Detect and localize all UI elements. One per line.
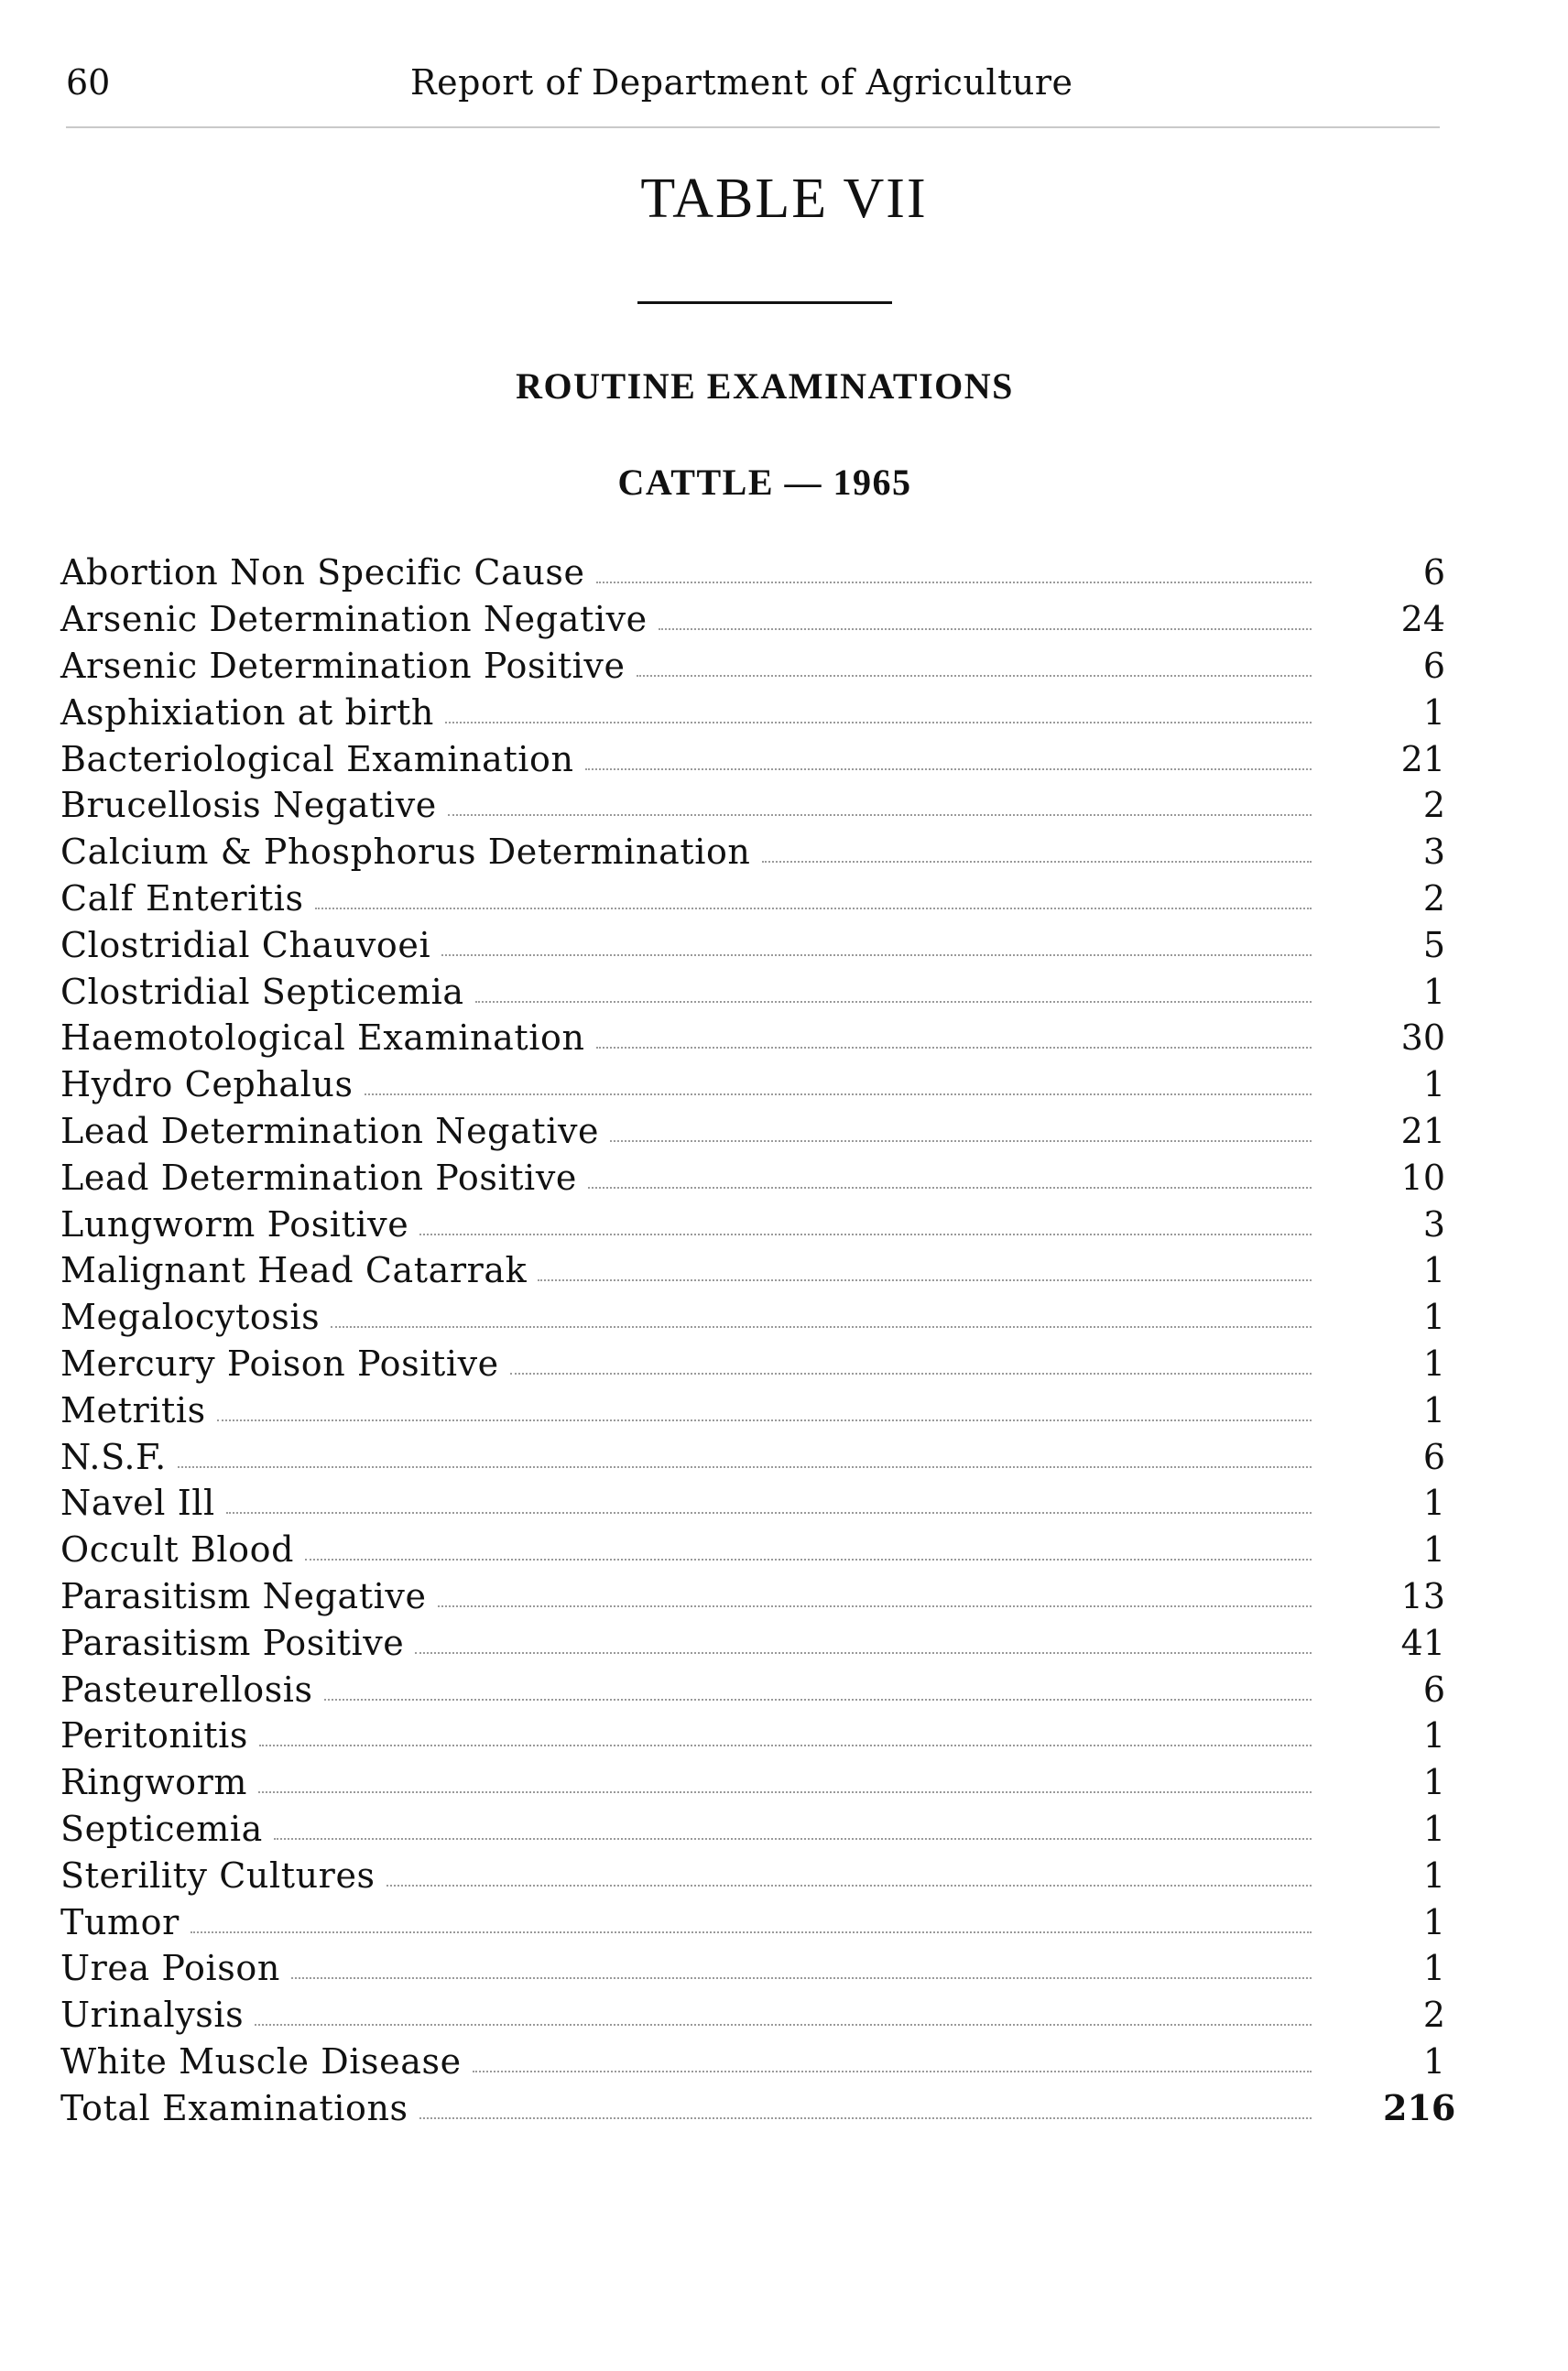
dot-leader (258, 1791, 1312, 1793)
dot-leader (365, 1093, 1312, 1095)
row-label: Lungworm Positive (60, 1203, 409, 1245)
row-label: Urea Poison (60, 1948, 280, 1989)
table-row (60, 1387, 1445, 1433)
dot-leader (762, 861, 1312, 863)
table-row (60, 1759, 1445, 1806)
row-label: Bacteriological Examination (60, 738, 574, 779)
dot-leader (419, 1234, 1312, 1235)
row-value: 13 (1400, 1575, 1445, 1616)
dot-leader (331, 1326, 1312, 1328)
row-value: 1 (1422, 1297, 1445, 1338)
row-label: Malignant Head Catarrak (60, 1250, 528, 1291)
dot-leader (659, 628, 1312, 630)
table-row (60, 1666, 1445, 1713)
row-label: Brucellosis Negative (60, 785, 437, 826)
row-value: 1 (1422, 1483, 1445, 1524)
dot-leader (324, 1699, 1312, 1701)
dot-leader (596, 1047, 1312, 1049)
row-value: 2 (1422, 1995, 1445, 2036)
row-label: Urinalysis (60, 1995, 245, 2036)
table-row (60, 1619, 1445, 1666)
row-label: White Muscle Disease (60, 2040, 462, 2082)
row-label: Parasitism Negative (60, 1575, 427, 1616)
row-label: Sterility Cultures (60, 1854, 376, 1896)
dot-leader (448, 814, 1312, 816)
table-row (60, 1573, 1445, 1620)
table-row (60, 1154, 1445, 1201)
row-value: 21 (1400, 738, 1445, 779)
table-row (60, 968, 1445, 1015)
row-label: Occult Blood (60, 1529, 295, 1571)
table-row (60, 1294, 1445, 1341)
table-row (60, 829, 1445, 876)
row-value: 1 (1422, 1762, 1445, 1803)
table-row (60, 782, 1445, 829)
row-label: Abortion Non Specific Cause (60, 552, 585, 593)
row-label: N.S.F. (60, 1436, 167, 1477)
row-label: Navel Ill (60, 1483, 215, 1524)
row-label: Lead Determination Positive (60, 1157, 577, 1198)
row-value: 10 (1400, 1157, 1445, 1198)
row-value: 3 (1422, 832, 1445, 873)
dot-leader (473, 2071, 1312, 2072)
header-divider (66, 126, 1440, 128)
row-label: Megalocytosis (60, 1297, 321, 1338)
subsection-title: CATTLE — 1965 (617, 462, 912, 503)
dot-leader (596, 582, 1312, 583)
row-value: 6 (1422, 1669, 1445, 1710)
row-value: 6 (1422, 552, 1445, 593)
page-number: 60 (66, 62, 111, 103)
row-label: Calf Enteritis (60, 877, 304, 919)
dot-leader (291, 1977, 1312, 1979)
dot-leader (585, 768, 1312, 770)
row-value: 1 (1422, 1854, 1445, 1896)
total-row (60, 2084, 1456, 2131)
row-label: Metritis (60, 1389, 206, 1430)
row-label: Septicemia (60, 1808, 263, 1849)
dot-leader (441, 954, 1312, 956)
table-row (60, 596, 1445, 643)
dot-leader (315, 908, 1312, 909)
table-row (60, 1341, 1445, 1387)
table-row (60, 549, 1445, 596)
table-row (60, 1992, 1445, 2039)
table-row (60, 1015, 1445, 1061)
row-value: 1 (1422, 691, 1445, 733)
row-value: 6 (1422, 1436, 1445, 1477)
row-value: 2 (1422, 877, 1445, 919)
row-value: 41 (1400, 1622, 1445, 1663)
row-value: 6 (1422, 645, 1445, 686)
dot-leader (191, 1931, 1312, 1933)
table-row (60, 1527, 1445, 1573)
row-label: Lead Determination Negative (60, 1110, 600, 1151)
dot-leader (419, 2117, 1312, 2119)
row-label: Pasteurellosis (60, 1669, 313, 1710)
dot-leader (510, 1373, 1312, 1375)
row-label: Arsenic Determination Positive (60, 645, 626, 686)
row-label: Clostridial Septicemia (60, 971, 464, 1012)
table-row (60, 1108, 1445, 1155)
table-row (60, 921, 1445, 968)
row-value: 21 (1400, 1110, 1445, 1151)
row-value: 1 (1422, 1808, 1445, 1849)
row-label: Hydro Cephalus (60, 1064, 354, 1105)
section-title: ROUTINE EXAMINATIONS (516, 365, 1014, 407)
dot-leader (178, 1466, 1312, 1468)
title-rule (637, 301, 892, 304)
row-label: Calcium & Phosphorus Determination (60, 832, 751, 873)
table-row (60, 643, 1445, 690)
row-label: Clostridial Chauvoei (60, 924, 431, 965)
total-label: Total Examinations (60, 2087, 408, 2128)
row-value: 2 (1422, 785, 1445, 826)
row-value: 1 (1422, 1389, 1445, 1430)
dot-leader (255, 2024, 1312, 2026)
row-label: Arsenic Determination Negative (60, 599, 648, 640)
examinations-table (60, 549, 1456, 2131)
row-value: 30 (1400, 1017, 1445, 1059)
row-label: Parasitism Positive (60, 1622, 405, 1663)
dot-leader (387, 1885, 1312, 1887)
running-title: Report of Department of Agriculture (410, 62, 1073, 103)
dot-leader (226, 1512, 1312, 1514)
dot-leader (274, 1838, 1312, 1840)
table-row (60, 1713, 1445, 1759)
table-row (60, 1247, 1445, 1294)
dot-leader (610, 1140, 1312, 1142)
row-label: Peritonitis (60, 1715, 248, 1756)
dot-leader (588, 1187, 1312, 1189)
row-value: 1 (1422, 1250, 1445, 1291)
row-value: 5 (1422, 924, 1445, 965)
running-head (66, 62, 1440, 117)
table-row (60, 1806, 1445, 1853)
row-value: 24 (1400, 599, 1445, 640)
table-row (60, 1480, 1445, 1527)
row-value: 1 (1422, 2040, 1445, 2082)
row-value: 1 (1422, 1343, 1445, 1384)
row-label: Tumor (60, 1901, 180, 1942)
table-title: TABLE VII (640, 168, 928, 230)
row-value: 1 (1422, 1901, 1445, 1942)
row-value: 3 (1422, 1203, 1445, 1245)
table-row (60, 876, 1445, 922)
row-value: 1 (1422, 1948, 1445, 1989)
dot-leader (415, 1652, 1312, 1654)
dot-leader (475, 1001, 1312, 1003)
table-row (60, 1852, 1445, 1898)
row-value: 1 (1422, 1529, 1445, 1571)
dot-leader (305, 1559, 1312, 1561)
row-label: Mercury Poison Positive (60, 1343, 499, 1384)
table-row (60, 1433, 1445, 1480)
table-row (60, 1945, 1445, 1992)
table-row (60, 1898, 1445, 1945)
row-label: Asphixiation at birth (60, 691, 434, 733)
row-label: Ringworm (60, 1762, 247, 1803)
total-value: 216 (1383, 2087, 1456, 2129)
row-value: 1 (1422, 1715, 1445, 1756)
table-row (60, 2039, 1445, 2085)
table-row (60, 1201, 1445, 1247)
table-row (60, 1061, 1445, 1108)
dot-leader (637, 675, 1312, 677)
table-row (60, 689, 1445, 735)
table-row (60, 735, 1445, 782)
row-label: Haemotological Examination (60, 1017, 585, 1059)
dot-leader (438, 1605, 1312, 1607)
dot-leader (538, 1279, 1312, 1281)
row-value: 1 (1422, 971, 1445, 1012)
dot-leader (217, 1419, 1312, 1421)
dot-leader (445, 722, 1312, 723)
row-value: 1 (1422, 1064, 1445, 1105)
dot-leader (259, 1745, 1312, 1746)
